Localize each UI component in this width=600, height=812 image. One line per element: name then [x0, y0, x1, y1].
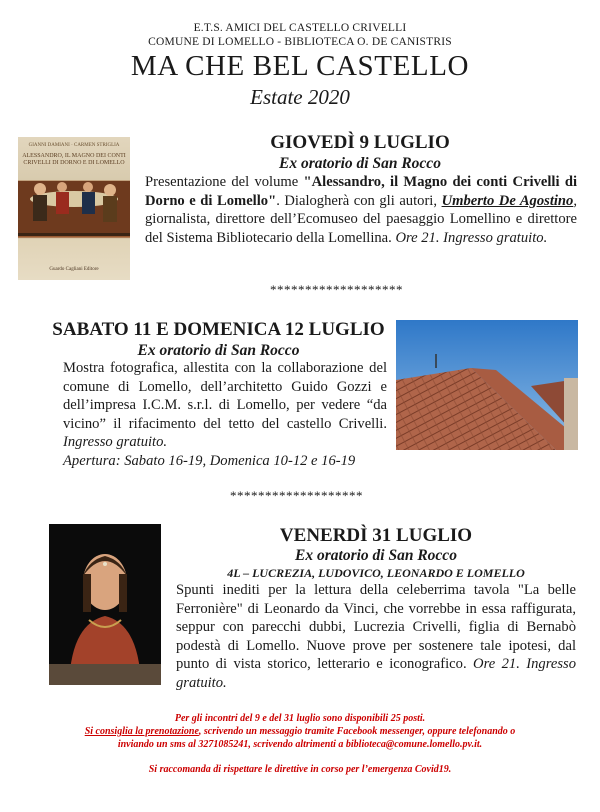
footer-booking-line [0, 725, 600, 738]
footer-covid-note: Si raccomanda di rispettare le direttive in corso per l’emergenza Covid19. [148, 764, 452, 775]
event1-text-b: . Dialogherà con gli autori, [276, 192, 442, 209]
event2-date: SABATO 11 E DOMENICA 12 LUGLIO [52, 319, 385, 340]
booking-link[interactable]: Si consiglia la prenotazione [84, 726, 199, 737]
portrait-painting [49, 524, 161, 685]
cover-painting-icon [18, 137, 130, 280]
cover-publisher: Guardo Cagliani Editore [49, 267, 99, 272]
book-title: "Alessandro, il Magno dei conti Crivelli di Dorno e di Lomello" [145, 174, 577, 209]
event2-text: Mostra fotografica, allestita con la collaborazione del comune di Lomello, dell’architetto Guido Gozzi e dell’impresa I.C.M. s.r.l. di Lomello, per vedere “da vicino” il rifacimento del tetto del castello Crivelli. [63, 360, 387, 432]
cover-authors: GIANNI DAMIANI · CARMEN STRIGLIA [28, 143, 120, 148]
event1-text-a: Presentazione del volume [145, 174, 304, 190]
event1-time-note: Ore 21. Ingresso gratuito. [395, 229, 548, 246]
event3-description [176, 581, 576, 693]
event2-opening: Apertura: Sabato 16-19, Domenica 10-12 e 16-19 [63, 453, 356, 469]
page-subtitle: Estate 2020 [250, 85, 350, 109]
event2-free: Ingresso gratuito. [63, 434, 168, 451]
event3-series: 4L – LUCREZIA, LUDOVICO, LEONARDO E LOMELLO [227, 566, 525, 580]
event3-text: Spunti inediti per la lettura della celeberrima tavola "La belle Ferronière" di Leonardo da Vinci, che vorrebbe in essa raffigurata, seppur con parecchi dubbi, Lucrezia Crivelli, figlia di Bernabò podestà di Lomello. Nuove prove per sostenere tale ipotesi, dal punto di vista storico, letterario e iconografico. [176, 582, 576, 673]
book-cover-image [18, 137, 130, 280]
event1-text-c: , giornalista, direttore dell’Ecomuseo del paesaggio Lomellino e direttore del Sistema Bibliotecario della Lomellina. [145, 192, 578, 246]
event1-description [145, 173, 577, 247]
event1-date: GIOVEDÌ 9 LUGLIO [270, 132, 450, 153]
event3-date: VENERDÌ 31 LUGLIO [279, 525, 473, 546]
event3-venue: Ex oratorio di San Rocco [295, 547, 457, 564]
speaker-name: Umberto De Agostino [441, 192, 574, 209]
page-title: MA CHE BEL CASTELLO [130, 50, 470, 82]
cover-title: ALESSANDRO, IL MAGNO DEI CONTI CRIVELLI DI DORNO E DI LOMELLO [22, 153, 126, 166]
footer-contact-line: inviando un sms al 3271085241, scrivendo altrimenti a biblioteca@comune.lomello.pv.it. [117, 739, 483, 750]
event2-description [63, 359, 387, 452]
event1-venue: Ex oratorio di San Rocco [279, 155, 441, 172]
footer-seats-note: Per gli incontri del 9 e del 31 luglio sono disponibili 25 posti. [174, 713, 426, 724]
org-line-1: E.T.S. AMICI DEL CASTELLO CRIVELLI [193, 22, 407, 34]
event2-venue: Ex oratorio di San Rocco [137, 342, 300, 359]
org-line-2: COMUNE DI LOMELLO - BIBLIOTECA O. DE CANISTRIS [148, 36, 452, 48]
separator-1: ******************* [270, 282, 403, 297]
roof-photo [396, 320, 578, 450]
event3-time-note: Ore 21. Ingresso gratuito. [176, 656, 576, 691]
separator-2: ******************* [230, 488, 363, 503]
booking-rest: , scrivendo un messaggio tramite Facebook messenger, oppure telefonando o [198, 726, 516, 737]
